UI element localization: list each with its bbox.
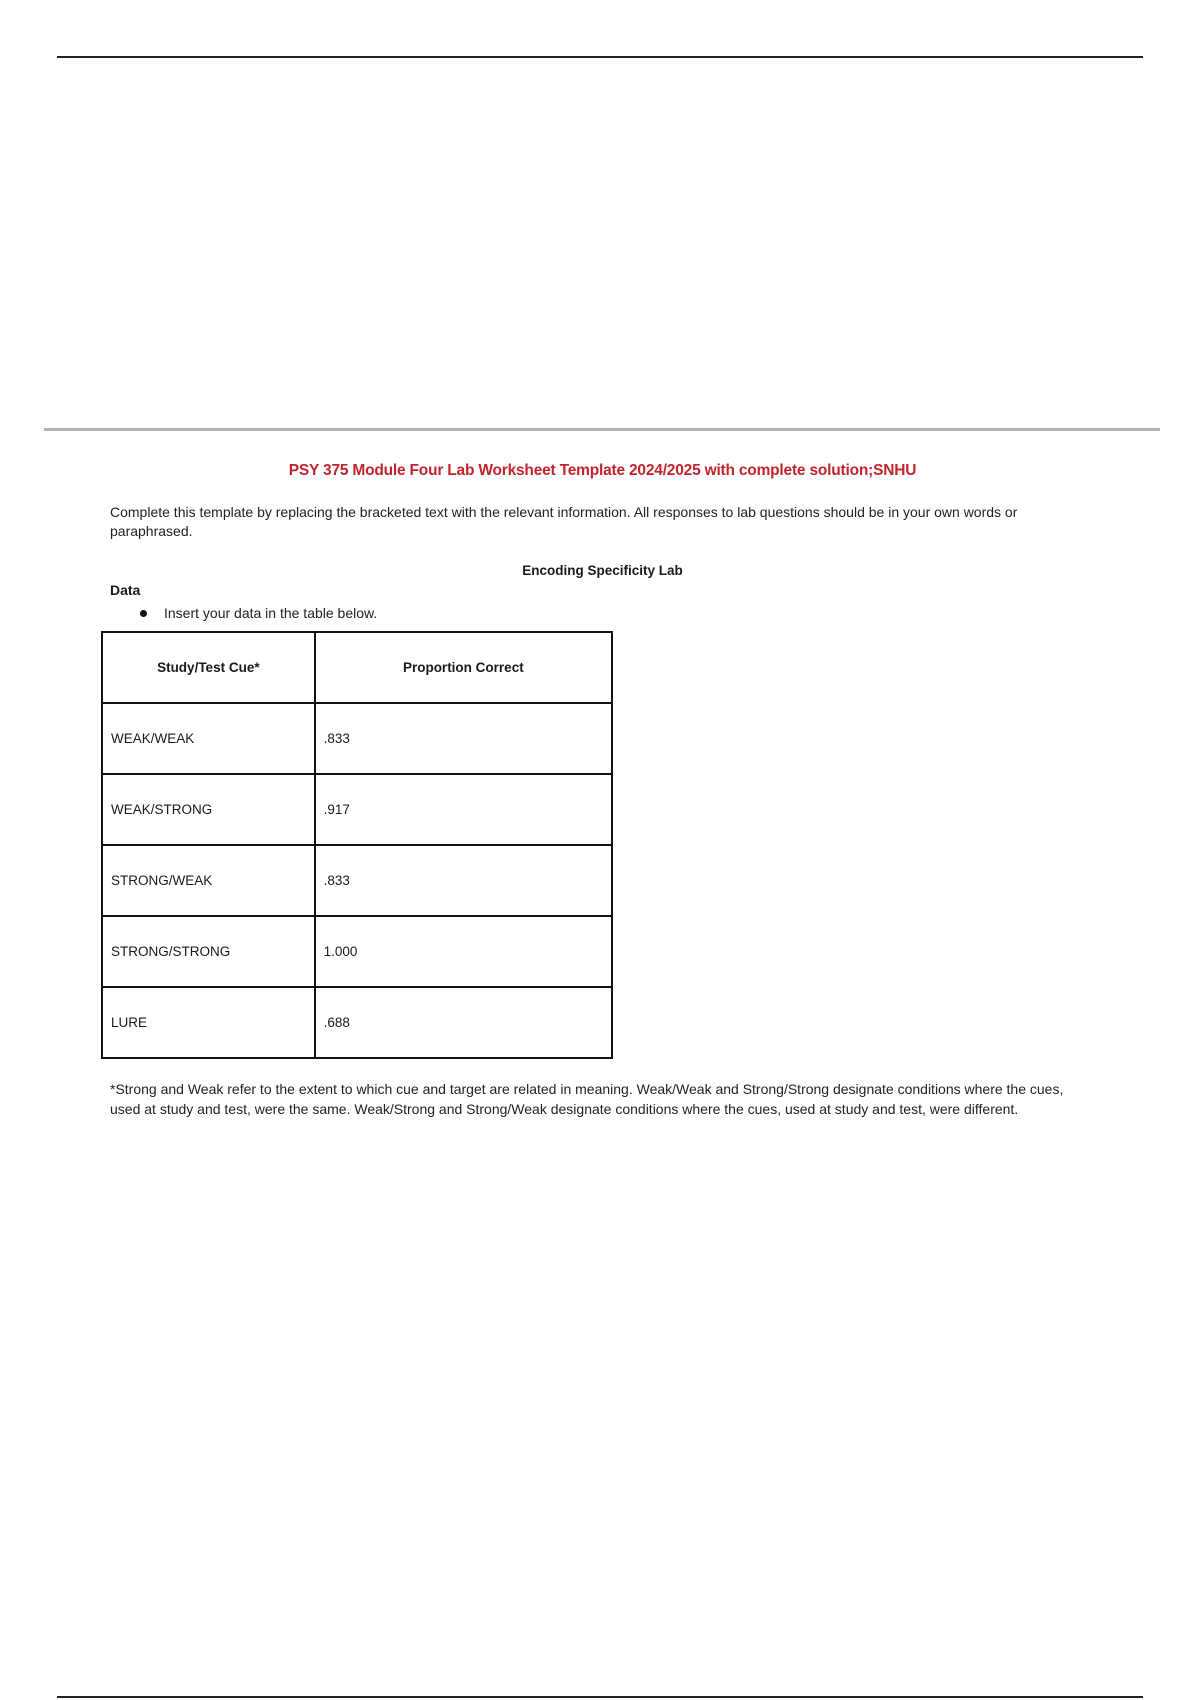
cue-cell: STRONG/WEAK: [102, 845, 315, 916]
page-divider: [44, 428, 1160, 431]
cue-cell: WEAK/STRONG: [102, 774, 315, 845]
header-study-test-cue: Study/Test Cue*: [102, 632, 315, 703]
table-row: [102, 703, 612, 774]
table-row: [102, 845, 612, 916]
cue-cell: LURE: [102, 987, 315, 1058]
table-row: [102, 987, 612, 1058]
table-footnote: *Strong and Weak refer to the extent to which cue and target are related in meaning. Weak/Weak and Strong/Strong designate conditions where the cues, used at study and test, were the same. Weak/Strong and Strong/Weak designate conditions where the cues, used at study and test, were different.: [110, 1081, 1064, 1117]
bullet-dot-icon: [140, 610, 147, 617]
proportion-cell: .833: [315, 845, 612, 916]
table-row: [102, 916, 612, 987]
proportion-cell: .917: [315, 774, 612, 845]
document-title: PSY 375 Module Four Lab Worksheet Template 2024/2025 with complete solution;SNHU: [288, 462, 917, 479]
worksheet-page: [110, 462, 1095, 1119]
header-proportion-correct: Proportion Correct: [315, 632, 612, 703]
cue-cell: WEAK/WEAK: [102, 703, 315, 774]
bullet-text: Insert your data in the table below.: [164, 605, 378, 621]
top-rule: [57, 56, 1143, 58]
table-header-row: [102, 632, 612, 703]
data-section-heading: Data: [110, 582, 141, 598]
proportion-cell: .833: [315, 703, 612, 774]
table-row: [102, 774, 612, 845]
intro-paragraph: Complete this template by replacing the bracketed text with the relevant information. All responses to lab questions should be in your own words or paraphrased.: [110, 504, 1018, 539]
lab-subtitle: Encoding Specificity Lab: [522, 563, 683, 578]
proportion-cell: .688: [315, 987, 612, 1058]
cue-cell: STRONG/STRONG: [102, 916, 315, 987]
data-table: [101, 631, 613, 1059]
bottom-rule: [57, 1696, 1143, 1698]
instruction-bullet: [110, 605, 1095, 621]
proportion-cell: 1.000: [315, 916, 612, 987]
